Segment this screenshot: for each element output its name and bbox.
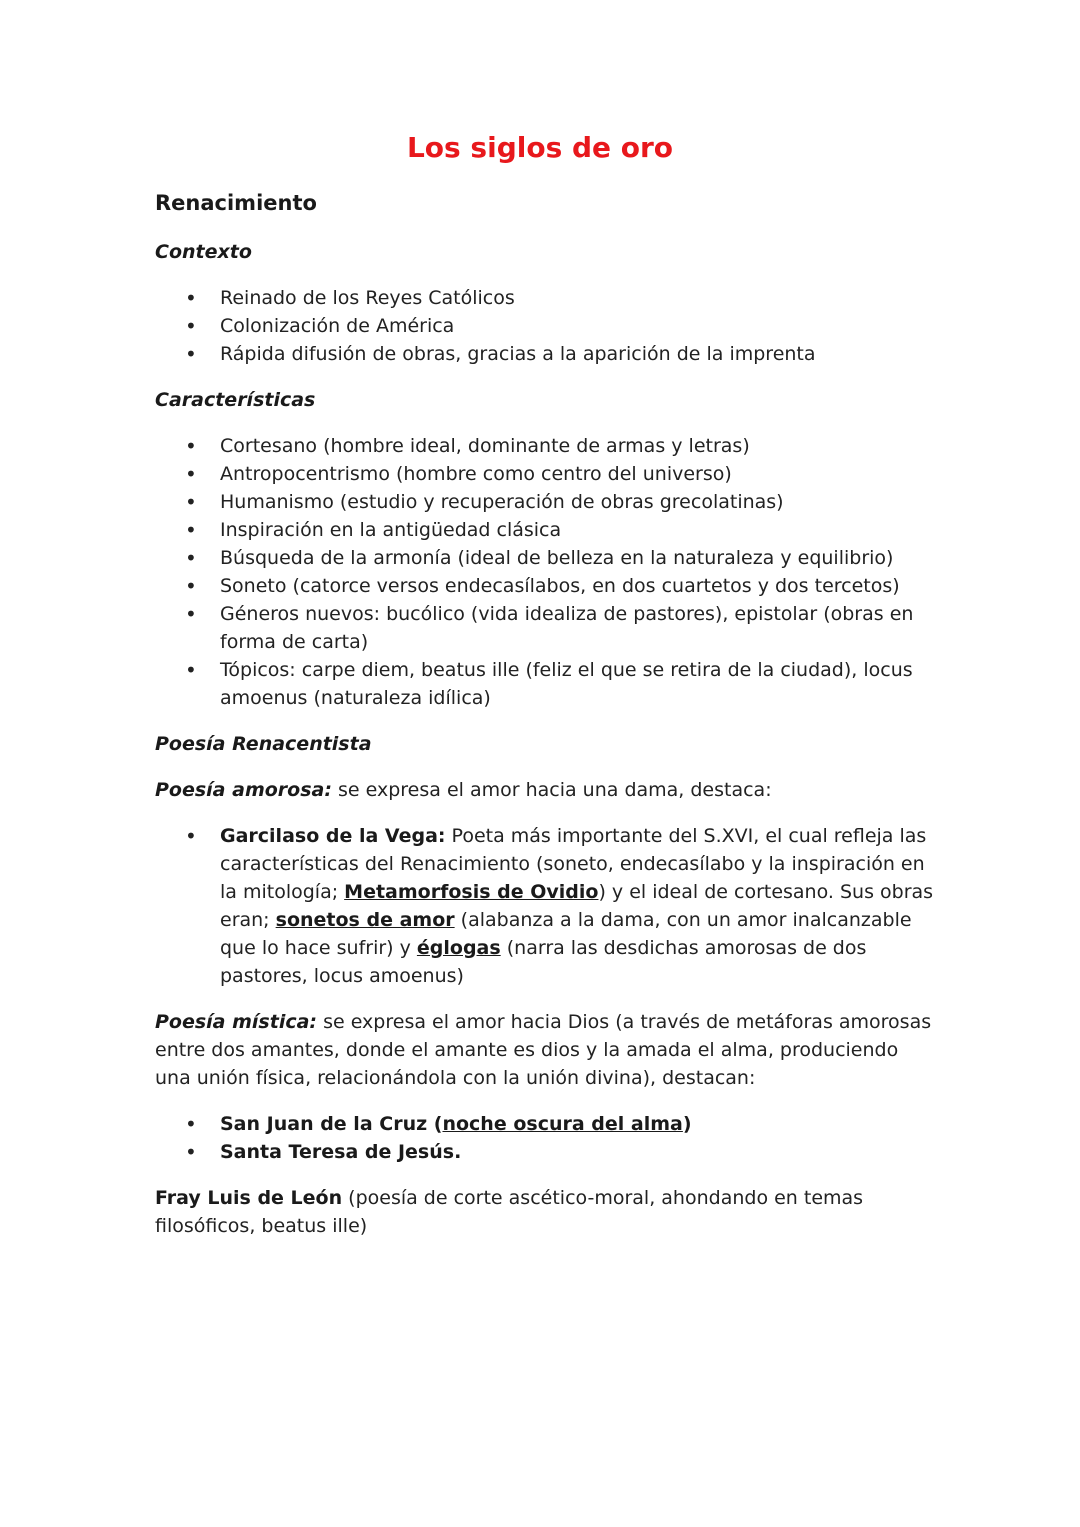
list-item: • Géneros nuevos: bucólico (vida idealiza de pastores), epistolar (obras en forma de carta) bbox=[155, 600, 935, 656]
section-heading: Renacimiento bbox=[155, 191, 317, 215]
page-title: Los siglos de oro bbox=[406, 131, 674, 164]
garcilaso-text-4: (narra las desdichas amorosas de dos pastores, locus amoenus) bbox=[220, 937, 867, 987]
eglogas-link: églogas bbox=[416, 937, 501, 959]
list-item: • Colonización de América bbox=[155, 312, 935, 340]
poesia-mistica-label: Poesía mística: bbox=[155, 1011, 318, 1033]
santa-teresa-name: Santa Teresa de Jesús. bbox=[220, 1141, 462, 1163]
poesia-heading: Poesía Renacentista bbox=[155, 733, 372, 755]
garcilaso-text-2: ) y el ideal de cortesano. Sus obras eran; bbox=[220, 881, 934, 931]
list-item: • Humanismo (estudio y recuperación de obras grecolatinas) bbox=[155, 488, 935, 516]
garcilaso-text-3: (alabanza a la dama, con un amor inalcanzable que lo hace sufrir) y bbox=[220, 909, 912, 959]
santa-teresa-item bbox=[155, 1138, 935, 1166]
list-item: • Cortesano (hombre ideal, dominante de armas y letras) bbox=[155, 432, 935, 460]
poesia-mistica-text: se expresa el amor hacia Dios (a través de metáforas amorosas entre dos amantes, donde el amante es dios y la amada el alma, produciendo una unión física, relacionándola con la unión divina), destacan: bbox=[155, 1011, 932, 1089]
poesia-mistica-paragraph bbox=[155, 1008, 935, 1092]
metamorfosis-link: Metamorfosis de Ovidio bbox=[344, 881, 599, 903]
fray-luis-paragraph bbox=[155, 1184, 935, 1240]
list-item: • Rápida difusión de obras, gracias a la aparición de la imprenta bbox=[155, 340, 935, 368]
san-juan-item bbox=[155, 1110, 935, 1138]
garcilaso-text-1: Poeta más importante del S.XVI, el cual refleja las características del Renacimiento (soneto, endecasílabo y la inspiración en la mitología; bbox=[220, 825, 927, 903]
contexto-list bbox=[155, 284, 935, 368]
fray-luis-name: Fray Luis de León bbox=[155, 1187, 343, 1209]
list-item: • Soneto (catorce versos endecasílabos, en dos cuartetos y dos tercetos) bbox=[155, 572, 935, 600]
fray-luis-text: (poesía de corte ascético-moral, ahondando en temas filosóficos, beatus ille) bbox=[155, 1187, 864, 1237]
list-item: • Búsqueda de la armonía (ideal de belleza en la naturaleza y equilibrio) bbox=[155, 544, 935, 572]
garcilaso-item bbox=[155, 822, 935, 990]
document-content bbox=[155, 186, 935, 1258]
caracteristicas-list bbox=[155, 432, 935, 712]
list-item: • Reinado de los Reyes Católicos bbox=[155, 284, 935, 312]
amorosa-list bbox=[155, 822, 935, 990]
list-item: • Inspiración en la antigüedad clásica bbox=[155, 516, 935, 544]
poesia-amorosa-paragraph bbox=[155, 776, 935, 804]
contexto-heading: Contexto bbox=[155, 241, 252, 263]
paren-open: ( bbox=[427, 1113, 443, 1135]
list-item: • Tópicos: carpe diem, beatus ille (feliz el que se retira de la ciudad), locus amoenus (naturaleza idílica) bbox=[155, 656, 935, 712]
sonetos-link: sonetos de amor bbox=[275, 909, 455, 931]
noche-oscura-link: noche oscura del alma bbox=[442, 1113, 683, 1135]
poesia-amorosa-label: Poesía amorosa: bbox=[155, 779, 332, 801]
list-item: • Antropocentrismo (hombre como centro del universo) bbox=[155, 460, 935, 488]
paren-close: ) bbox=[682, 1113, 692, 1135]
san-juan-name: San Juan de la Cruz bbox=[220, 1113, 428, 1135]
garcilaso-name: Garcilaso de la Vega: bbox=[220, 825, 446, 847]
poesia-amorosa-text: se expresa el amor hacia una dama, destaca: bbox=[331, 779, 772, 801]
caracteristicas-heading: Características bbox=[155, 389, 316, 411]
mistica-list bbox=[155, 1110, 935, 1166]
